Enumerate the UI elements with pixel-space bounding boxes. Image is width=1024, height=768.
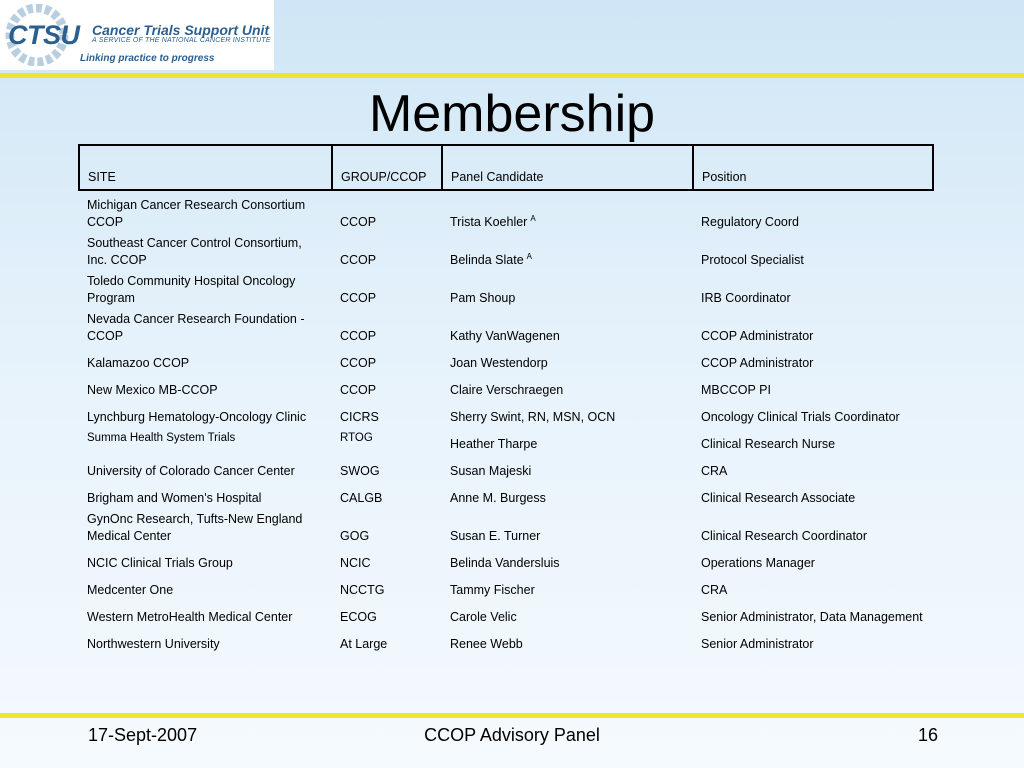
- logo-title: Cancer Trials Support Unit: [92, 22, 270, 38]
- group-text: CCOP: [340, 329, 377, 343]
- site-text: New Mexico MB-CCOP: [87, 383, 218, 397]
- candidate-cell: [442, 574, 693, 601]
- position-text: CCOP Administrator: [701, 329, 814, 343]
- site-text: NCIC Clinical Trials Group: [87, 556, 233, 570]
- table-row: [79, 271, 933, 309]
- table-row: [79, 601, 933, 628]
- candidate-cell: [442, 271, 693, 309]
- candidate-cell: [442, 482, 693, 509]
- position-cell: [693, 401, 933, 428]
- position-cell: [693, 628, 933, 655]
- site-cell: [79, 509, 332, 547]
- candidate-text: Susan Majeski: [450, 464, 532, 478]
- table-row: [79, 309, 933, 347]
- table-body: [79, 190, 933, 655]
- table-row: [79, 401, 933, 428]
- site-text: Summa Health System Trials: [87, 432, 236, 444]
- group-cell: [332, 271, 442, 309]
- group-cell: [332, 374, 442, 401]
- footer-date: 17-Sept-2007: [88, 725, 198, 745]
- position-cell: [693, 374, 933, 401]
- group-text: CALGB: [340, 491, 383, 505]
- table-row: [79, 455, 933, 482]
- position-text: Clinical Research Nurse: [701, 437, 836, 451]
- position-text: Senior Administrator, Data Management: [701, 610, 923, 624]
- group-cell: [332, 482, 442, 509]
- header-panel-candidate: Panel Candidate: [442, 145, 693, 190]
- position-cell: [693, 347, 933, 374]
- group-text: CCOP: [340, 215, 377, 229]
- position-text: Clinical Research Associate: [701, 491, 856, 505]
- candidate-text: Joan Westendorp: [450, 356, 548, 370]
- group-text: CCOP: [340, 356, 377, 370]
- site-text: Northwestern University: [87, 637, 220, 651]
- page-number: 16: [917, 725, 938, 745]
- candidate-text: Tammy Fischer: [450, 583, 535, 597]
- position-cell: [693, 455, 933, 482]
- candidate-text: Renee Webb: [450, 637, 523, 651]
- site-text: Southeast Cancer Control Consortium, Inc. CCOP: [87, 236, 302, 267]
- candidate-cell: [442, 428, 693, 455]
- site-cell: [79, 428, 332, 455]
- position-text: Protocol Specialist: [701, 253, 804, 267]
- candidate-cell: [442, 628, 693, 655]
- group-cell: [332, 190, 442, 233]
- position-text: Operations Manager: [701, 556, 815, 570]
- group-cell: [332, 401, 442, 428]
- group-text: NCIC: [340, 556, 371, 570]
- candidate-text: Trista Koehler: [450, 215, 528, 229]
- candidate-text: Kathy VanWagenen: [450, 329, 560, 343]
- group-text: CICRS: [340, 410, 379, 424]
- candidate-text: Susan E. Turner: [450, 529, 541, 543]
- group-text: GOG: [340, 529, 370, 543]
- table-row: [79, 509, 933, 547]
- candidate-cell: [442, 190, 693, 233]
- candidate-text: Heather Tharpe: [450, 437, 538, 451]
- position-cell: [693, 309, 933, 347]
- site-text: University of Colorado Cancer Center: [87, 464, 295, 478]
- position-text: Regulatory Coord: [701, 215, 799, 229]
- candidate-text: Carole Velic: [450, 610, 517, 624]
- position-cell: [693, 190, 933, 233]
- site-cell: [79, 574, 332, 601]
- candidate-superscript: A: [530, 213, 536, 223]
- candidate-text: Belinda Slate: [450, 253, 524, 267]
- candidate-text: Sherry Swint, RN, MSN, OCN: [450, 410, 616, 424]
- position-cell: [693, 482, 933, 509]
- group-cell: [332, 455, 442, 482]
- candidate-cell: [442, 309, 693, 347]
- group-text: CCOP: [340, 291, 377, 305]
- header-site: SITE: [79, 145, 332, 190]
- group-cell: [332, 547, 442, 574]
- position-text: IRB Coordinator: [701, 291, 791, 305]
- group-cell: [332, 428, 442, 455]
- table-row: [79, 428, 933, 455]
- candidate-superscript: A: [526, 251, 533, 261]
- position-text: Senior Administrator: [701, 637, 814, 651]
- site-cell: [79, 347, 332, 374]
- position-cell: [693, 271, 933, 309]
- site-text: Nevada Cancer Research Foundation - CCOP: [87, 312, 305, 343]
- site-text: Kalamazoo CCOP: [87, 356, 190, 370]
- group-cell: [332, 309, 442, 347]
- site-cell: [79, 455, 332, 482]
- group-text: CCOP: [340, 253, 377, 267]
- candidate-cell: [442, 374, 693, 401]
- site-cell: [79, 233, 332, 271]
- candidate-cell: [442, 401, 693, 428]
- position-text: CCOP Administrator: [701, 356, 814, 370]
- site-text: Brigham and Women's Hospital: [87, 491, 262, 505]
- candidate-text: Belinda Vandersluis: [450, 556, 560, 570]
- candidate-cell: [442, 509, 693, 547]
- site-cell: [79, 482, 332, 509]
- membership-table: [78, 144, 934, 655]
- position-text: Oncology Clinical Trials Coordinator: [701, 410, 900, 424]
- group-cell: [332, 601, 442, 628]
- candidate-text: Pam Shoup: [450, 291, 516, 305]
- bottom-accent-bar: [0, 713, 1024, 718]
- position-cell: [693, 509, 933, 547]
- table-header-row: [79, 145, 933, 190]
- site-cell: [79, 547, 332, 574]
- ctsu-logo: [0, 0, 274, 70]
- group-cell: [332, 347, 442, 374]
- footer-title: CCOP Advisory Panel: [424, 725, 600, 745]
- group-cell: [332, 509, 442, 547]
- position-cell: [693, 428, 933, 455]
- site-cell: [79, 628, 332, 655]
- table-row: [79, 547, 933, 574]
- table-row: [79, 628, 933, 655]
- position-text: CRA: [701, 464, 728, 478]
- table-row: [79, 574, 933, 601]
- table-row: [79, 482, 933, 509]
- site-cell: [79, 374, 332, 401]
- position-cell: [693, 547, 933, 574]
- candidate-cell: [442, 601, 693, 628]
- table-row: [79, 190, 933, 233]
- site-text: GynOnc Research, Tufts-New England Medical Center: [87, 512, 303, 543]
- group-text: RTOG: [340, 432, 373, 444]
- logo-subtitle: A SERVICE OF THE NATIONAL CANCER INSTITUTE: [92, 37, 271, 44]
- site-cell: [79, 601, 332, 628]
- site-cell: [79, 401, 332, 428]
- position-text: Clinical Research Coordinator: [701, 529, 868, 543]
- site-text: Toledo Community Hospital Oncology Program: [87, 274, 296, 305]
- candidate-cell: [442, 233, 693, 271]
- candidate-cell: [442, 455, 693, 482]
- group-text: At Large: [340, 637, 388, 651]
- site-text: Medcenter One: [87, 583, 174, 597]
- group-cell: [332, 628, 442, 655]
- group-text: CCOP: [340, 383, 377, 397]
- group-text: ECOG: [340, 610, 377, 624]
- candidate-cell: [442, 347, 693, 374]
- site-text: Michigan Cancer Research Consortium CCOP: [87, 198, 306, 229]
- position-text: MBCCOP PI: [701, 383, 771, 397]
- group-text: SWOG: [340, 464, 380, 478]
- group-cell: [332, 233, 442, 271]
- site-cell: [79, 309, 332, 347]
- position-text: CRA: [701, 583, 728, 597]
- logo-tagline: Linking practice to progress: [80, 53, 215, 64]
- candidate-text: Anne M. Burgess: [450, 491, 546, 505]
- site-cell: [79, 271, 332, 309]
- position-cell: [693, 233, 933, 271]
- table-row: [79, 374, 933, 401]
- header-position: Position: [693, 145, 933, 190]
- top-accent-bar: [0, 73, 1024, 78]
- header-group: GROUP/CCOP: [332, 145, 442, 190]
- position-cell: [693, 601, 933, 628]
- site-text: Lynchburg Hematology-Oncology Clinic: [87, 410, 307, 424]
- candidate-text: Claire Verschraegen: [450, 383, 564, 397]
- group-cell: [332, 574, 442, 601]
- group-text: NCCTG: [340, 583, 385, 597]
- site-cell: [79, 190, 332, 233]
- table-row: [79, 233, 933, 271]
- site-text: Western MetroHealth Medical Center: [87, 610, 293, 624]
- logo-abbrev: CTSU: [8, 20, 80, 50]
- slide-title: Membership: [368, 85, 656, 143]
- position-cell: [693, 574, 933, 601]
- candidate-cell: [442, 547, 693, 574]
- table-row: [79, 347, 933, 374]
